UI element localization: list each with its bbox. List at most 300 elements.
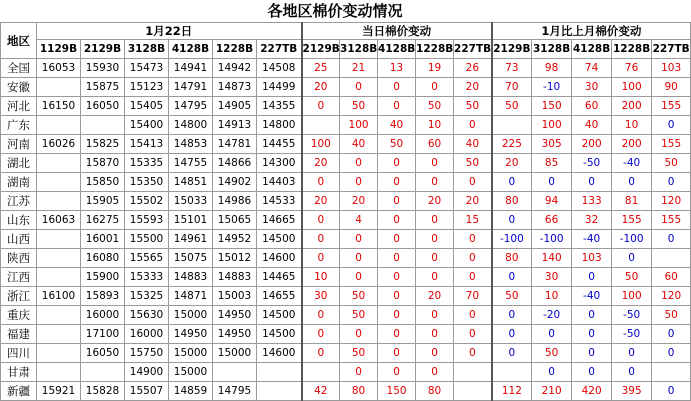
month-change-cell: 80 <box>492 249 532 268</box>
price-cell: 14883 <box>169 268 213 287</box>
change-cell: 0 <box>454 344 492 363</box>
month-change-cell: 85 <box>532 154 572 173</box>
price-cell: 15400 <box>125 116 169 135</box>
change-cell: 0 <box>340 78 378 97</box>
change-cell: 0 <box>302 306 340 325</box>
month-change-cell: -40 <box>612 154 652 173</box>
month-change-cell: 80 <box>492 192 532 211</box>
change-cell: 0 <box>378 154 416 173</box>
price-cell <box>37 78 81 97</box>
price-cell: 14665 <box>257 211 302 230</box>
price-cell: 14755 <box>169 154 213 173</box>
month-change-cell: 395 <box>612 382 652 401</box>
price-cell: 15500 <box>125 230 169 249</box>
region-cell: 新疆 <box>1 382 37 401</box>
change-cell: 0 <box>302 97 340 116</box>
price-cell: 15000 <box>169 363 213 382</box>
table-row <box>1 306 691 325</box>
change-cell: 0 <box>416 154 454 173</box>
change-cell: 0 <box>340 173 378 192</box>
month-change-cell: -10 <box>532 78 572 97</box>
month-change-cell: 90 <box>652 78 691 97</box>
price-cell: 15325 <box>125 287 169 306</box>
price-cell <box>37 268 81 287</box>
month-change-cell: 200 <box>612 97 652 116</box>
month-change-cell: 0 <box>612 249 652 268</box>
month-change-cell: 0 <box>492 325 532 344</box>
price-cell: 14533 <box>257 192 302 211</box>
price-cell: 15630 <box>125 306 169 325</box>
price-cell: 16275 <box>81 211 125 230</box>
price-cell: 15850 <box>81 173 125 192</box>
change-cell: 10 <box>302 268 340 287</box>
price-group-header: 1月22日 <box>37 23 302 40</box>
month-change-cell: 200 <box>612 135 652 154</box>
price-cell: 14900 <box>125 363 169 382</box>
price-cell: 15413 <box>125 135 169 154</box>
change-cell: 20 <box>416 192 454 211</box>
month-change-cell: 0 <box>652 344 691 363</box>
price-col-header: 2129B <box>81 40 125 59</box>
price-cell <box>37 173 81 192</box>
price-cell <box>81 116 125 135</box>
price-cell: 15875 <box>81 78 125 97</box>
month-change-cell: 112 <box>492 382 532 401</box>
change-cell: 42 <box>302 382 340 401</box>
month-change-cell: 155 <box>612 211 652 230</box>
price-cell: 15893 <box>81 287 125 306</box>
price-cell: 16000 <box>81 306 125 325</box>
price-cell: 14455 <box>257 135 302 154</box>
change-cell: 0 <box>378 268 416 287</box>
table-row <box>1 154 691 173</box>
price-cell: 14950 <box>213 306 257 325</box>
table-row <box>1 363 691 382</box>
price-cell <box>37 116 81 135</box>
change-col-header: 1228B <box>416 40 454 59</box>
price-cell: 14795 <box>213 382 257 401</box>
change-cell: 0 <box>454 306 492 325</box>
month-change-cell: 50 <box>532 344 572 363</box>
month-change-cell: -100 <box>612 230 652 249</box>
change-cell: 10 <box>416 116 454 135</box>
month-col-header: 2129B <box>492 40 532 59</box>
price-cell: 15565 <box>125 249 169 268</box>
month-change-cell: -100 <box>492 230 532 249</box>
change-cell: 40 <box>454 135 492 154</box>
change-cell: 0 <box>378 97 416 116</box>
month-change-cell: 120 <box>652 287 691 306</box>
change-cell: 30 <box>302 287 340 306</box>
change-cell: 0 <box>302 230 340 249</box>
month-change-cell: 0 <box>532 173 572 192</box>
month-change-cell: 133 <box>572 192 612 211</box>
change-cell: 0 <box>378 306 416 325</box>
month-change-cell: -40 <box>572 287 612 306</box>
price-cell: 15870 <box>81 154 125 173</box>
table-row <box>1 287 691 306</box>
price-cell: 15075 <box>169 249 213 268</box>
month-change-cell: 0 <box>492 211 532 230</box>
price-cell: 16026 <box>37 135 81 154</box>
month-change-cell: 155 <box>652 211 691 230</box>
change-cell: 0 <box>416 268 454 287</box>
price-cell: 15000 <box>169 306 213 325</box>
month-change-cell: 10 <box>532 287 572 306</box>
price-cell: 15333 <box>125 268 169 287</box>
price-cell: 14871 <box>169 287 213 306</box>
price-cell: 15900 <box>81 268 125 287</box>
change-cell: 0 <box>378 230 416 249</box>
month-change-cell: 0 <box>652 382 691 401</box>
table-row <box>1 135 691 154</box>
header-group-row <box>1 23 691 40</box>
change-cell: 0 <box>416 363 454 382</box>
month-change-cell: 103 <box>572 249 612 268</box>
change-cell <box>454 382 492 401</box>
region-cell: 浙江 <box>1 287 37 306</box>
price-cell: 15750 <box>125 344 169 363</box>
table-row <box>1 97 691 116</box>
price-cell: 14300 <box>257 154 302 173</box>
price-cell <box>257 382 302 401</box>
price-cell <box>37 325 81 344</box>
change-cell: 50 <box>454 97 492 116</box>
month-change-cell: 0 <box>572 268 612 287</box>
change-col-header: 227TB <box>454 40 492 59</box>
price-cell: 14942 <box>213 59 257 78</box>
price-cell: 16080 <box>81 249 125 268</box>
month-change-cell: 0 <box>572 344 612 363</box>
change-cell: 20 <box>302 192 340 211</box>
month-change-cell: 0 <box>652 325 691 344</box>
change-cell: 0 <box>340 325 378 344</box>
month-change-cell: 81 <box>612 192 652 211</box>
month-change-cell <box>492 363 532 382</box>
change-cell: 20 <box>454 78 492 97</box>
price-cell: 15012 <box>213 249 257 268</box>
change-col-header: 4128B <box>378 40 416 59</box>
month-change-cell: 10 <box>612 116 652 135</box>
month-change-cell <box>652 249 691 268</box>
table-body <box>1 59 691 401</box>
change-cell: 0 <box>340 249 378 268</box>
change-cell: 0 <box>340 268 378 287</box>
month-change-cell: 20 <box>492 154 532 173</box>
price-cell: 15507 <box>125 382 169 401</box>
region-cell: 河北 <box>1 97 37 116</box>
table-row <box>1 192 691 211</box>
price-cell: 14800 <box>169 116 213 135</box>
month-change-cell: 100 <box>612 287 652 306</box>
price-cell: 15405 <box>125 97 169 116</box>
change-group-header: 当日棉价变动 <box>302 23 492 40</box>
change-cell: 13 <box>378 59 416 78</box>
column-header-row <box>1 40 691 59</box>
month-group-header: 1月比上月棉价变动 <box>492 23 691 40</box>
price-cell: 14941 <box>169 59 213 78</box>
price-cell: 14961 <box>169 230 213 249</box>
month-change-cell: 0 <box>572 325 612 344</box>
price-col-header: 4128B <box>169 40 213 59</box>
change-cell: 0 <box>416 325 454 344</box>
month-change-cell: 30 <box>572 78 612 97</box>
change-cell: 0 <box>340 154 378 173</box>
change-cell: 150 <box>378 382 416 401</box>
month-change-cell: 305 <box>532 135 572 154</box>
change-cell: 0 <box>302 211 340 230</box>
month-change-cell: -50 <box>612 306 652 325</box>
price-cell: 15825 <box>81 135 125 154</box>
price-cell <box>37 230 81 249</box>
region-cell: 安徽 <box>1 78 37 97</box>
price-cell: 16063 <box>37 211 81 230</box>
change-cell: 0 <box>378 211 416 230</box>
price-cell: 15123 <box>125 78 169 97</box>
table-row <box>1 268 691 287</box>
month-change-cell: 74 <box>572 59 612 78</box>
change-cell: 0 <box>340 363 378 382</box>
change-cell: 0 <box>454 230 492 249</box>
price-cell: 16100 <box>37 287 81 306</box>
price-cell: 14500 <box>257 230 302 249</box>
change-cell: 4 <box>340 211 378 230</box>
change-cell: 0 <box>302 173 340 192</box>
change-col-header: 3128B <box>340 40 378 59</box>
price-cell <box>37 249 81 268</box>
month-change-cell: 40 <box>572 116 612 135</box>
month-change-cell: 50 <box>652 154 691 173</box>
change-cell: 100 <box>302 135 340 154</box>
change-cell: 60 <box>416 135 454 154</box>
change-cell: 0 <box>378 192 416 211</box>
month-change-cell: -100 <box>532 230 572 249</box>
change-cell: 0 <box>302 325 340 344</box>
change-cell <box>302 116 340 135</box>
price-cell: 14952 <box>213 230 257 249</box>
region-cell: 江西 <box>1 268 37 287</box>
month-change-cell: 225 <box>492 135 532 154</box>
price-cell: 16053 <box>37 59 81 78</box>
month-change-cell: 0 <box>612 173 652 192</box>
month-change-cell: 0 <box>532 363 572 382</box>
month-change-cell: 73 <box>492 59 532 78</box>
month-change-cell: 0 <box>492 344 532 363</box>
change-cell: 0 <box>302 344 340 363</box>
table-row <box>1 59 691 78</box>
month-change-cell: 0 <box>492 268 532 287</box>
table-row <box>1 249 691 268</box>
month-change-cell: 50 <box>612 268 652 287</box>
month-change-cell <box>652 363 691 382</box>
change-cell: 50 <box>378 135 416 154</box>
price-col-header: 1228B <box>213 40 257 59</box>
month-change-cell: 155 <box>652 97 691 116</box>
change-cell: 0 <box>378 325 416 344</box>
change-cell: 0 <box>416 249 454 268</box>
month-change-cell: 50 <box>652 306 691 325</box>
price-cell: 15921 <box>37 382 81 401</box>
change-cell: 0 <box>416 173 454 192</box>
change-cell: 50 <box>340 97 378 116</box>
price-cell: 15930 <box>81 59 125 78</box>
price-cell <box>37 192 81 211</box>
month-col-header: 3128B <box>532 40 572 59</box>
price-cell: 14403 <box>257 173 302 192</box>
change-cell: 15 <box>454 211 492 230</box>
change-cell: 0 <box>416 78 454 97</box>
month-change-cell: -50 <box>572 154 612 173</box>
month-change-cell: 30 <box>532 268 572 287</box>
month-change-cell: 210 <box>532 382 572 401</box>
month-change-cell: 155 <box>652 135 691 154</box>
change-col-header: 2129B <box>302 40 340 59</box>
month-col-header: 227TB <box>652 40 691 59</box>
change-cell: 0 <box>454 116 492 135</box>
change-cell <box>454 363 492 382</box>
month-change-cell: 66 <box>532 211 572 230</box>
price-cell: 14791 <box>169 78 213 97</box>
table-row <box>1 230 691 249</box>
month-change-cell: -50 <box>612 325 652 344</box>
price-cell <box>37 154 81 173</box>
change-cell: 50 <box>340 306 378 325</box>
change-cell: 0 <box>454 325 492 344</box>
region-cell: 四川 <box>1 344 37 363</box>
price-cell: 14883 <box>213 268 257 287</box>
price-cell: 14781 <box>213 135 257 154</box>
price-cell: 15905 <box>81 192 125 211</box>
price-cell: 15003 <box>213 287 257 306</box>
region-cell: 山东 <box>1 211 37 230</box>
price-cell: 15101 <box>169 211 213 230</box>
price-cell: 14950 <box>213 325 257 344</box>
month-change-cell: 0 <box>652 173 691 192</box>
month-change-cell: -40 <box>572 230 612 249</box>
month-change-cell: 103 <box>652 59 691 78</box>
change-cell: 50 <box>340 344 378 363</box>
price-cell: 14851 <box>169 173 213 192</box>
month-change-cell: 70 <box>492 78 532 97</box>
price-cell: 14853 <box>169 135 213 154</box>
month-change-cell: 50 <box>492 287 532 306</box>
price-cell <box>37 363 81 382</box>
table-row <box>1 382 691 401</box>
change-cell: 20 <box>454 192 492 211</box>
price-cell: 14600 <box>257 344 302 363</box>
change-cell: 19 <box>416 59 454 78</box>
change-cell: 0 <box>416 344 454 363</box>
price-cell: 14986 <box>213 192 257 211</box>
price-cell: 16000 <box>125 325 169 344</box>
table-row <box>1 173 691 192</box>
region-cell: 江苏 <box>1 192 37 211</box>
month-change-cell: 120 <box>652 192 691 211</box>
change-cell: 100 <box>340 116 378 135</box>
month-change-cell: -20 <box>532 306 572 325</box>
change-cell: 0 <box>378 173 416 192</box>
month-col-header: 1228B <box>612 40 652 59</box>
change-cell: 20 <box>340 192 378 211</box>
month-change-cell: 0 <box>572 363 612 382</box>
region-cell: 河南 <box>1 135 37 154</box>
price-cell: 14500 <box>257 325 302 344</box>
table-row <box>1 211 691 230</box>
price-cell: 15828 <box>81 382 125 401</box>
price-cell: 15350 <box>125 173 169 192</box>
price-cell <box>257 363 302 382</box>
table-row <box>1 325 691 344</box>
price-cell: 15473 <box>125 59 169 78</box>
price-cell: 15502 <box>125 192 169 211</box>
price-cell: 14859 <box>169 382 213 401</box>
price-cell: 14873 <box>213 78 257 97</box>
price-cell: 16001 <box>81 230 125 249</box>
price-cell <box>213 363 257 382</box>
region-cell: 广东 <box>1 116 37 135</box>
month-change-cell: 0 <box>652 116 691 135</box>
change-cell: 0 <box>302 249 340 268</box>
month-change-cell: 76 <box>612 59 652 78</box>
month-change-cell: 32 <box>572 211 612 230</box>
change-cell: 20 <box>416 287 454 306</box>
change-cell: 80 <box>416 382 454 401</box>
price-cell: 14508 <box>257 59 302 78</box>
price-cell: 16050 <box>81 344 125 363</box>
change-cell: 25 <box>302 59 340 78</box>
change-cell: 0 <box>340 230 378 249</box>
month-change-cell: 100 <box>612 78 652 97</box>
price-cell: 14355 <box>257 97 302 116</box>
month-change-cell: 200 <box>572 135 612 154</box>
change-cell: 20 <box>302 78 340 97</box>
change-cell: 0 <box>378 363 416 382</box>
month-change-cell: 0 <box>652 230 691 249</box>
region-cell: 湖南 <box>1 173 37 192</box>
month-change-cell <box>492 116 532 135</box>
price-cell: 14902 <box>213 173 257 192</box>
region-cell: 甘肃 <box>1 363 37 382</box>
price-col-header: 1129B <box>37 40 81 59</box>
region-cell: 福建 <box>1 325 37 344</box>
region-header: 地区 <box>1 23 37 59</box>
price-cell <box>37 344 81 363</box>
price-cell: 14800 <box>257 116 302 135</box>
price-cell: 15065 <box>213 211 257 230</box>
change-cell: 0 <box>416 211 454 230</box>
change-cell: 0 <box>378 287 416 306</box>
change-cell <box>302 363 340 382</box>
price-col-header: 227TB <box>257 40 302 59</box>
price-cell: 16050 <box>81 97 125 116</box>
region-cell: 山西 <box>1 230 37 249</box>
change-cell: 0 <box>454 249 492 268</box>
change-cell: 40 <box>378 116 416 135</box>
cotton-price-table <box>0 22 691 401</box>
price-cell: 14465 <box>257 268 302 287</box>
month-change-cell: 420 <box>572 382 612 401</box>
month-change-cell: 140 <box>532 249 572 268</box>
price-cell: 15000 <box>169 344 213 363</box>
month-change-cell: 0 <box>492 306 532 325</box>
month-change-cell: 94 <box>532 192 572 211</box>
month-change-cell: 0 <box>612 344 652 363</box>
price-cell: 14866 <box>213 154 257 173</box>
month-change-cell: 150 <box>532 97 572 116</box>
change-cell: 80 <box>340 382 378 401</box>
change-cell: 0 <box>378 344 416 363</box>
price-cell: 14655 <box>257 287 302 306</box>
